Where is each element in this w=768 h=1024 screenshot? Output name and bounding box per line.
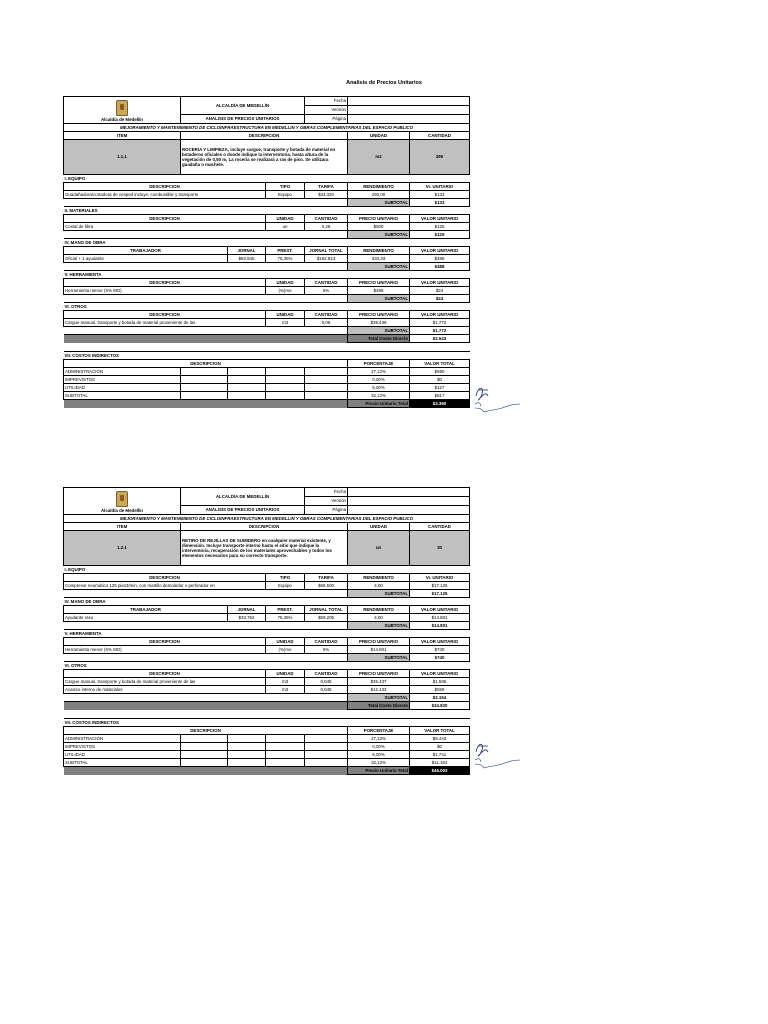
entity-name: ALCALDÍA DE MEDELLÍN <box>181 97 305 115</box>
logo-caption: Alcaldía de Medellín <box>101 507 143 513</box>
ind-desc: UTILIDAD <box>64 384 181 392</box>
mo-jornal-header: JORNAL <box>228 606 266 614</box>
herr-value: $740 <box>410 646 470 654</box>
fecha-value <box>348 488 470 497</box>
otros-value: $1.772 <box>410 319 470 327</box>
mo-jornal: $33.762 <box>228 614 266 622</box>
mat-desc-header: DESCRIPCION <box>64 215 266 223</box>
handwritten-signature-icon <box>472 738 532 778</box>
otros-desc: Cargue manual, transporte y botada de material proveniente de las <box>64 678 266 686</box>
fecha-label: Fecha <box>305 97 348 106</box>
description-header: DESCRIPCION <box>181 523 348 531</box>
otros-qty: 0,045 <box>305 678 348 686</box>
ind-desc: SUBTOTAL <box>64 759 181 767</box>
mo-rend: 4,00 <box>348 614 410 622</box>
equipo-rend: 4,00 <box>348 582 410 590</box>
mo-jt-header: JORNAL TOTAL <box>305 606 348 614</box>
otros-value-header: VALOR UNITARIO <box>410 311 470 319</box>
herr-desc: Herramienta menor (5% MO) <box>64 287 266 295</box>
ind-pct: 0,00% <box>348 743 410 751</box>
mat-qty: 0,25 <box>305 223 348 231</box>
table-row <box>64 368 470 376</box>
equipo-vr: $133 <box>410 191 470 199</box>
equipo-tarifa: $68.500 <box>305 582 348 590</box>
herr-unit-header: UNIDAD <box>266 638 305 646</box>
version-label: Versión <box>305 497 348 506</box>
quantity-header: CANTIDAD <box>410 132 470 140</box>
unit-header: UNIDAD <box>348 132 410 140</box>
ind-pct-header: PORCENTAJE <box>348 360 410 368</box>
table-row <box>64 376 470 384</box>
equipo-rend: 250,00 <box>348 191 410 199</box>
mo-worker: Ayudante raso <box>64 614 228 622</box>
logo-cell <box>64 97 181 124</box>
mo-jornal-header: JORNAL <box>228 247 266 255</box>
herr-desc-header: DESCRIPCION <box>64 279 266 287</box>
ind-desc-header: DESCRIPCION <box>64 360 348 368</box>
logo-cell <box>64 488 181 515</box>
otros-qty-header: CANTIDAD <box>305 311 348 319</box>
section-materiales: II. MATERIALES <box>64 207 470 215</box>
document-subtitle: ANÁLISIS DE PRECIOS UNITARIOS <box>181 506 305 515</box>
equipo-tarifa-header: TARIFA <box>305 574 348 582</box>
mo-value-header: VALOR UNITARIO <box>410 247 470 255</box>
total-direct: $34.820 <box>410 702 470 710</box>
herr-subtotal-label: SUBTOTAL <box>348 295 410 303</box>
herr-value-header: VALOR UNITARIO <box>410 279 470 287</box>
section-otros: VI. OTROS <box>64 662 470 670</box>
herr-unit-header: UNIDAD <box>266 279 305 287</box>
sheet-1 <box>63 96 469 408</box>
mo-value-header: VALOR UNITARIO <box>410 606 470 614</box>
otros-price: $35.437 <box>348 678 410 686</box>
pagina-label: Página <box>305 115 348 124</box>
ind-pct: 0,00% <box>348 376 410 384</box>
herr-qty: 5% <box>305 646 348 654</box>
section-indirectos: VII. COSTOS INDIRECTOS <box>64 719 470 727</box>
otros-value: $1.595 <box>410 678 470 686</box>
mat-subtotal: $125 <box>410 231 470 239</box>
mo-subtotal: $488 <box>410 263 470 271</box>
pagina-label: Página <box>305 506 348 515</box>
equipo-tipo-header: TIPO <box>266 183 305 191</box>
ind-value: $1.741 <box>410 751 470 759</box>
equipo-vr-header: Vr. UNITARIO <box>410 183 470 191</box>
section-indirectos: VII. COSTOS INDIRECTOS <box>64 352 470 360</box>
item-code: 1.1.1 <box>64 140 181 175</box>
otros-subtotal: $1.772 <box>410 327 470 335</box>
table-row <box>64 759 470 767</box>
herr-subtotal: $740 <box>410 654 470 662</box>
otros-value-header: VALOR UNITARIO <box>410 670 470 678</box>
ind-value-header: VALOR TOTAL <box>410 727 470 735</box>
herr-unit: (%)mo <box>266 646 305 654</box>
otros-qty: 0,05 <box>305 319 348 327</box>
ind-desc-header: DESCRIPCION <box>64 727 348 735</box>
otros-desc: Cargue manual, transporte y botada de material proveniente de las <box>64 319 266 327</box>
otros-subtotal-label: SUBTOTAL <box>348 327 410 335</box>
equipo-rend-header: RENDIMIENTO <box>348 183 410 191</box>
project-title: MEJORAMIENTO Y MANTENIMIENTO DE CICLOINFRAESTRUCTURA EN MEDELLIN Y OBRAS COMPLEMENTARIAS DEL ESPACIO PUBLICO <box>64 515 470 523</box>
ind-pct: 32,12% <box>348 392 410 400</box>
otros-qty: 0,045 <box>305 686 348 694</box>
item-description: RETIRO DE REJILLAS DE SUMIDERO en cualquier material existente, y dimensión. Incluye transporte interno hasta el sitio que indique la interventoria, recuperación de los materiales aprovechables y todos los elementos necesarios para su correcto transporte. <box>181 531 348 566</box>
mat-unit: un <box>266 223 305 231</box>
herr-price-header: PRECIO UNITARIO <box>348 279 410 287</box>
total-price-label: Precio Unitario Total <box>348 400 410 408</box>
item-header: ITEM <box>64 132 181 140</box>
mo-value: $488 <box>410 255 470 263</box>
mat-qty-header: CANTIDAD <box>305 215 348 223</box>
herr-price: $488 <box>348 287 410 295</box>
mo-prest: 75,36% <box>266 255 305 263</box>
item-code: 1.2.1 <box>64 531 181 566</box>
otros-price-header: PRECIO UNITARIO <box>348 670 410 678</box>
total-price-label: Precio Unitario Total <box>348 767 410 775</box>
ind-pct-header: PORCENTAJE <box>348 727 410 735</box>
equipo-desc-header: DESCRIPCION <box>64 574 266 582</box>
section-herramienta: V. HERRAMIENTA <box>64 630 470 638</box>
otros-value: $559 <box>410 686 470 694</box>
equipo-rend-header: RENDIMIENTO <box>348 574 410 582</box>
mo-worker-header: TRABAJADOR <box>64 606 228 614</box>
otros-unit-header: UNIDAD <box>266 311 305 319</box>
equipo-tipo: Equipo <box>266 191 305 199</box>
ind-pct: 5,00% <box>348 384 410 392</box>
ind-value: $11.184 <box>410 759 470 767</box>
logo-caption: Alcaldía de Medellín <box>101 116 143 122</box>
ind-desc: IMPREVISTOS <box>64 376 181 384</box>
otros-price-header: PRECIO UNITARIO <box>348 311 410 319</box>
mo-subtotal-label: SUBTOTAL <box>348 622 410 630</box>
section-mano-obra: IV. MANO DE OBRA <box>64 239 470 247</box>
pagina-value <box>348 115 470 124</box>
herr-subtotal-label: SUBTOTAL <box>348 654 410 662</box>
otros-desc-header: DESCRIPCION <box>64 311 266 319</box>
mo-subtotal: $14.801 <box>410 622 470 630</box>
pagina-value <box>348 506 470 515</box>
version-value <box>348 106 470 115</box>
version-value <box>348 497 470 506</box>
equipo-vr-header: Vr. UNITARIO <box>410 574 470 582</box>
ind-pct: 32,12% <box>348 759 410 767</box>
otros-subtotal: $2.154 <box>410 694 470 702</box>
ind-desc: IMPREVISTOS <box>64 743 181 751</box>
mo-prest-header: PREST. <box>266 247 305 255</box>
project-title: MEJORAMIENTO Y MANTENIMIENTO DE CICLOINFRAESTRUCTURA EN MEDELLIN Y OBRAS COMPLEMENTARIAS DEL ESPACIO PUBLICO <box>64 124 470 132</box>
otros-unit: m3 <box>266 678 305 686</box>
fecha-label: Fecha <box>305 488 348 497</box>
herr-qty-header: CANTIDAD <box>305 638 348 646</box>
equipo-subtotal: $17.125 <box>410 590 470 598</box>
equipo-desc-header: DESCRIPCION <box>64 183 266 191</box>
equipo-desc: Compresor neumático 125 pies3/min, con martillo demoledor o perforador en <box>64 582 266 590</box>
total-price: $46.003 <box>410 767 470 775</box>
herr-unit: (%)mo <box>266 287 305 295</box>
equipo-subtotal-label: SUBTOTAL <box>348 590 410 598</box>
table-row <box>64 735 470 743</box>
mo-jt: $162.813 <box>305 255 348 263</box>
total-direct-label: Total Costo Directo <box>348 702 410 710</box>
quantity-header: CANTIDAD <box>410 523 470 531</box>
table-row <box>64 751 470 759</box>
ind-value: $0 <box>410 376 470 384</box>
mo-prest-header: PREST. <box>266 606 305 614</box>
otros-price: $12.433 <box>348 686 410 694</box>
equipo-tarifa-header: TARIFA <box>305 183 348 191</box>
ind-value: $127 <box>410 384 470 392</box>
herr-desc: Herramienta menor (5% MO) <box>64 646 266 654</box>
herr-qty-header: CANTIDAD <box>305 279 348 287</box>
table-row <box>64 384 470 392</box>
otros-qty-header: CANTIDAD <box>305 670 348 678</box>
unit-header: UNIDAD <box>348 523 410 531</box>
equipo-desc: Guadañadora/cortadora de cesped incluye: combustible y transporte <box>64 191 266 199</box>
mo-rend: 333,33 <box>348 255 410 263</box>
version-label: Versión <box>305 106 348 115</box>
ind-value: $0 <box>410 743 470 751</box>
ind-value: $690 <box>410 368 470 376</box>
mo-jt: $59.205 <box>305 614 348 622</box>
otros-unit-header: UNIDAD <box>266 670 305 678</box>
otros-price: $35.439 <box>348 319 410 327</box>
description-header: DESCRIPCION <box>181 132 348 140</box>
total-direct: $2.543 <box>410 335 470 343</box>
herr-value-header: VALOR UNITARIO <box>410 638 470 646</box>
mo-subtotal-label: SUBTOTAL <box>348 263 410 271</box>
mat-desc: Costal de fibra <box>64 223 266 231</box>
mat-unit-header: UNIDAD <box>266 215 305 223</box>
equipo-tarifa: $33.320 <box>305 191 348 199</box>
table-row <box>64 678 470 686</box>
alcaldia-logo-icon <box>116 491 128 507</box>
table-row <box>64 686 470 694</box>
mo-worker: Oficial + 1 ayudante <box>64 255 228 263</box>
section-herramienta: V. HERRAMIENTA <box>64 271 470 279</box>
mo-worker-header: TRABAJADOR <box>64 247 228 255</box>
mat-value-header: VALOR UNITARIO <box>410 215 470 223</box>
item-quantity: 30 <box>410 531 470 566</box>
ind-pct: 27,12% <box>348 368 410 376</box>
otros-desc-header: DESCRIPCION <box>64 670 266 678</box>
mat-value: $125 <box>410 223 470 231</box>
section-equipo: I. EQUIPO <box>64 175 470 183</box>
ind-pct: 5,00% <box>348 751 410 759</box>
item-description: ROCERÍA Y LIMPIEZA, incluye cargue, transporte y botada de material en botaderos oficiales o donde indique la interventoria, hasta altura de la vegetación de 0,50 m, La rocería se realizará a ras de piso. Se utilizara guadaña o machete. <box>181 140 348 175</box>
ind-desc: SUBTOTAL <box>64 392 181 400</box>
entity-name: ALCALDÍA DE MEDELLÍN <box>181 488 305 506</box>
item-quantity: 290 <box>410 140 470 175</box>
item-unit: un <box>348 531 410 566</box>
ind-value: $817 <box>410 392 470 400</box>
section-otros: VI. OTROS <box>64 303 470 311</box>
alcaldia-logo-icon <box>116 100 128 116</box>
item-unit: m2 <box>348 140 410 175</box>
ind-pct: 27,12% <box>348 735 410 743</box>
ind-desc: UTILIDAD <box>64 751 181 759</box>
mo-rend-header: RENDIMIENTO <box>348 606 410 614</box>
document-title: Analisis de Precios Unitarios <box>346 80 422 86</box>
ind-value-header: VALOR TOTAL <box>410 360 470 368</box>
document-subtitle: ANÁLISIS DE PRECIOS UNITARIOS <box>181 115 305 124</box>
equipo-subtotal: $133 <box>410 199 470 207</box>
section-mano-obra: IV. MANO DE OBRA <box>64 598 470 606</box>
section-equipo: I. EQUIPO <box>64 566 470 574</box>
fecha-value <box>348 97 470 106</box>
ind-desc: ADMINISTRACION <box>64 735 181 743</box>
herr-subtotal: $24 <box>410 295 470 303</box>
table-row <box>64 743 470 751</box>
otros-desc: Acarreo interno de materiales <box>64 686 266 694</box>
mat-price-header: PRECIO UNITARIO <box>348 215 410 223</box>
herr-price-header: PRECIO UNITARIO <box>348 638 410 646</box>
total-direct-label: Total Costo Directo <box>348 335 410 343</box>
equipo-subtotal-label: SUBTOTAL <box>348 199 410 207</box>
otros-unit: m3 <box>266 319 305 327</box>
mat-price: $500 <box>348 223 410 231</box>
equipo-tipo: Equipo <box>266 582 305 590</box>
total-price: $3.360 <box>410 400 470 408</box>
mo-rend-header: RENDIMIENTO <box>348 247 410 255</box>
mo-value: $14.801 <box>410 614 470 622</box>
herr-qty: 5% <box>305 287 348 295</box>
item-header: ITEM <box>64 523 181 531</box>
herr-price: $14.801 <box>348 646 410 654</box>
ind-value: $9.443 <box>410 735 470 743</box>
herr-value: $24 <box>410 287 470 295</box>
equipo-tipo-header: TIPO <box>266 574 305 582</box>
herr-desc-header: DESCRIPCION <box>64 638 266 646</box>
mo-jt-header: JORNAL TOTAL <box>305 247 348 255</box>
mat-subtotal-label: SUBTOTAL <box>348 231 410 239</box>
handwritten-signature-icon <box>472 382 532 422</box>
ind-desc: ADMINISTRACION <box>64 368 181 376</box>
mo-prest: 75,36% <box>266 614 305 622</box>
sheet-2 <box>63 487 469 775</box>
otros-subtotal-label: SUBTOTAL <box>348 694 410 702</box>
mo-jornal: $92.845 <box>228 255 266 263</box>
otros-unit: m3 <box>266 686 305 694</box>
equipo-vr: $17.125 <box>410 582 470 590</box>
table-row <box>64 392 470 400</box>
